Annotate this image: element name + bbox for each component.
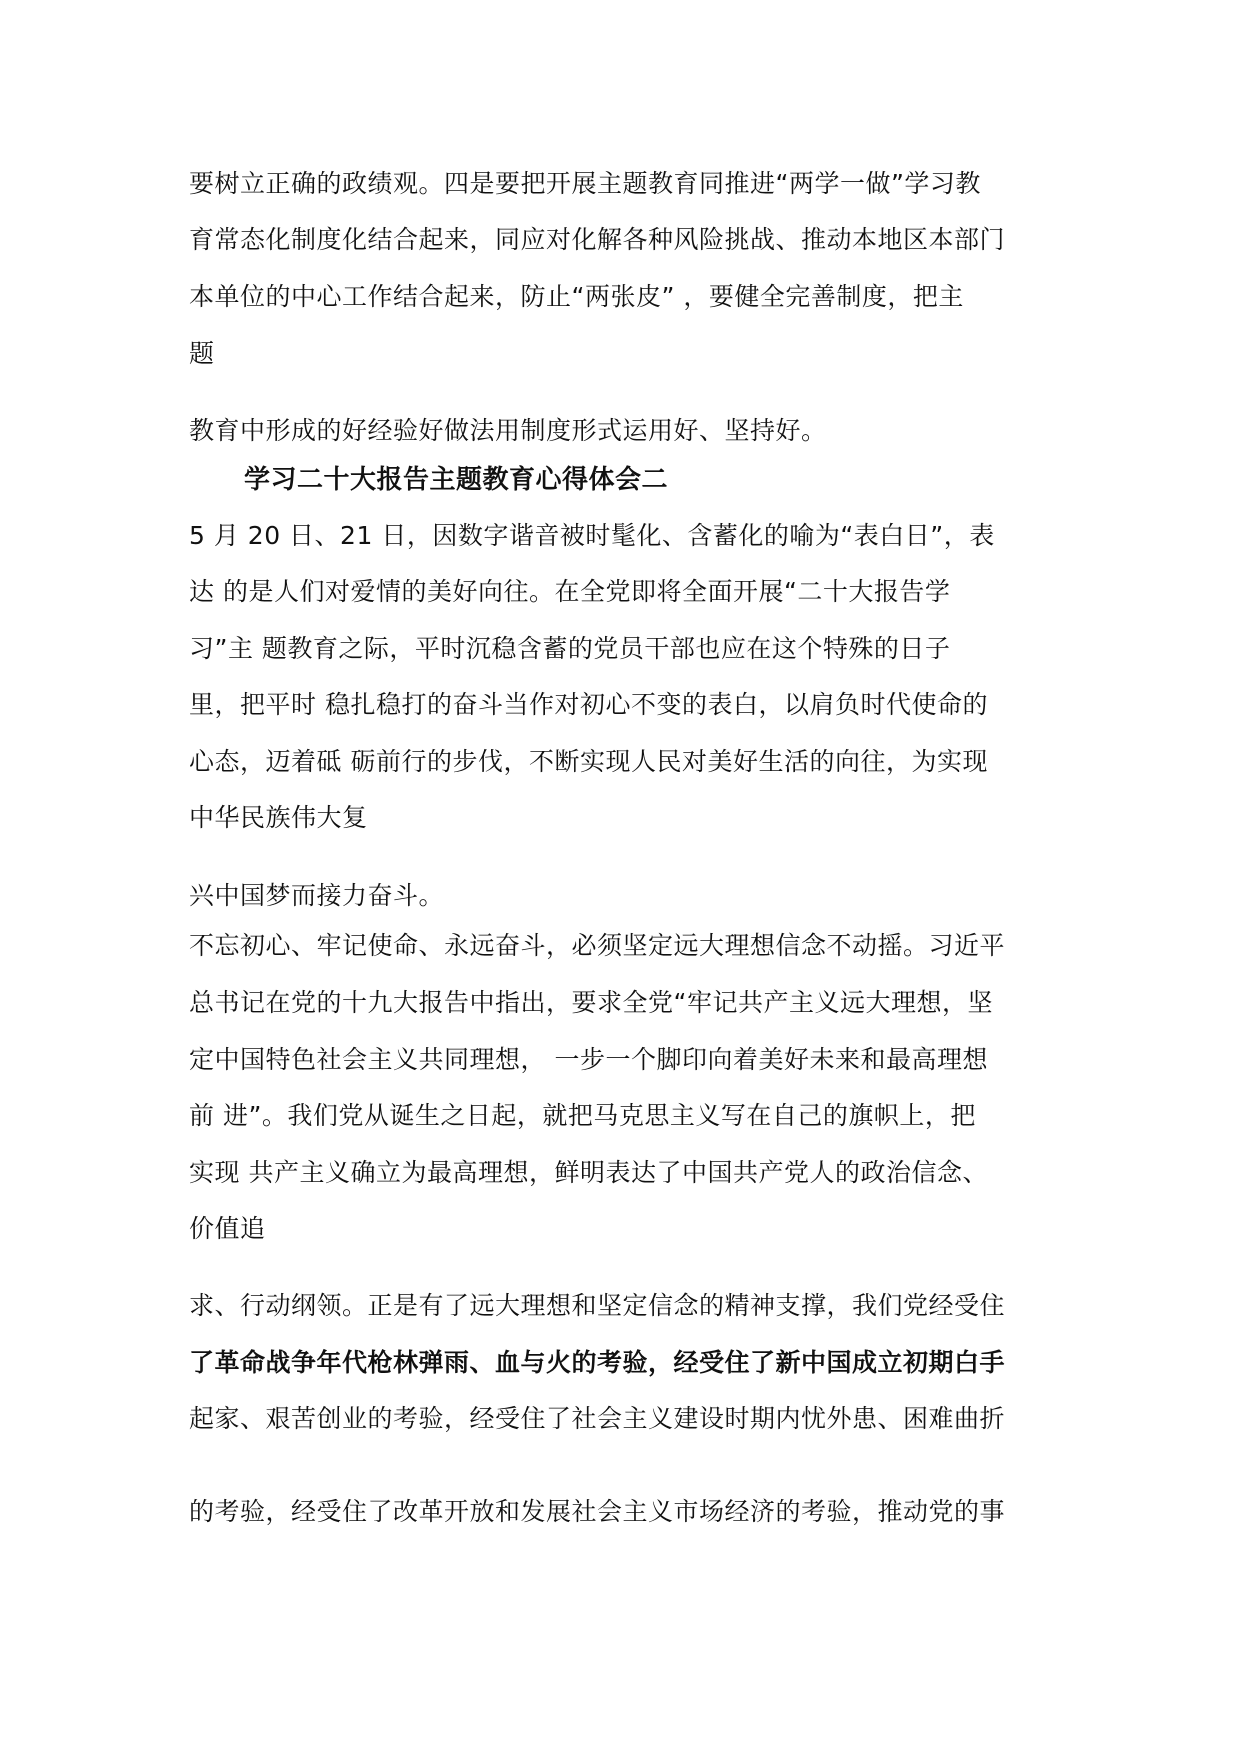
text-line: 求、行动纲领。正是有了远大理想和坚定信念的精神支撑，我们党经受住 (189, 1291, 1006, 1320)
text-line: 习”主 题教育之际，平时沉稳含蓄的党员干部也应在这个特殊的日子 (189, 634, 951, 663)
section-heading: 学习二十大报告主题教育心得体会二 (244, 465, 669, 495)
text-line: 定中国特色社会主义共同理想， 一步一个脚印向着美好未来和最高理想 (189, 1045, 988, 1074)
text-line: 本单位的中心工作结合起来，防止“两张皮” ，要健全完善制度，把主 (189, 282, 964, 311)
text-line: 里，把平时 稳扎稳打的奋斗当作对初心不变的表白，以肩负时代使命的 (189, 690, 988, 719)
text-line: 起家、艰苦创业的考验，经受住了社会主义建设时期内忧外患、困难曲折 (189, 1404, 1006, 1433)
text-line: 题 (189, 339, 215, 368)
text-line: 要树立正确的政绩观。四是要把开展主题教育同推进“两学一做”学习教 (189, 169, 981, 198)
text-line-bold: 了革命战争年代枪林弹雨、血与火的考验，经受住了新中国成立初期白手 (189, 1348, 1006, 1377)
text-line: 中华民族伟大复 (189, 803, 368, 832)
text-line: 达 的是人们对爱情的美好向往。在全党即将全面开展“二十大报告学 (189, 577, 951, 606)
text-line: 兴中国梦而接力奋斗。 (189, 881, 445, 910)
text-line: 育常态化制度化结合起来，同应对化解各种风险挑战、推动本地区本部门 (189, 225, 1006, 254)
text-line: 不忘初心、牢记使命、永远奋斗，必须坚定远大理想信念不动摇。习近平 (189, 931, 1006, 960)
text-line: 价值追 (189, 1214, 266, 1243)
text-line: 前 进”。我们党从诞生之日起，就把马克思主义写在自己的旗帜上，把 (189, 1101, 976, 1130)
text-line: 总书记在党的十九大报告中指出，要求全党“牢记共产主义远大理想，坚 (189, 988, 993, 1017)
text-line: 心态，迈着砥 砺前行的步伐，不断实现人民对美好生活的向往，为实现 (189, 747, 988, 776)
text-line: 实现 共产主义确立为最高理想，鲜明表达了中国共产党人的政治信念、 (189, 1158, 988, 1187)
text-line: 教育中形成的好经验好做法用制度形式运用好、坚持好。 (189, 416, 827, 445)
text-line: 的考验，经受住了改革开放和发展社会主义市场经济的考验，推动党的事 (189, 1497, 1006, 1526)
text-line: 5 月 20 日、21 日，因数字谐音被时髦化、含蓄化的喻为“表白日”，表 (189, 521, 995, 550)
